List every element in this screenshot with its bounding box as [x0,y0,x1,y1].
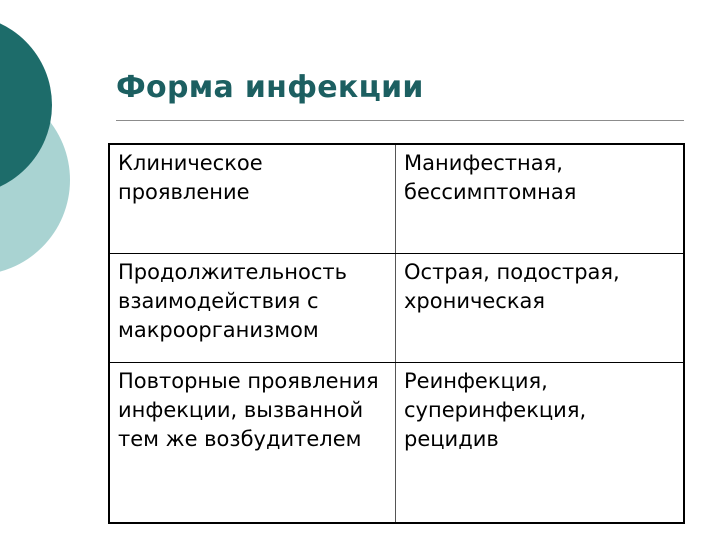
table-row [109,144,684,254]
table-row [109,254,684,363]
table-cell-criterion: Повторные проявления инфекции, вызванной тем же возбудителем [109,363,396,524]
table-cell-criterion: Продолжительность взаимодействия с макроорганизмом [109,254,396,363]
title-divider [116,120,684,121]
table-cell-criterion: Клиническое проявление [109,144,396,254]
table-cell-form: Реинфекция, суперинфекция, рецидив [396,363,685,524]
table-cell-form: Манифестная, бессимптомная [396,144,685,254]
table-row [109,363,684,524]
infection-form-table [108,143,685,524]
slide-title: Форма инфекции [116,70,424,105]
decorative-circles [0,0,120,300]
table-cell-form: Острая, подострая, хроническая [396,254,685,363]
